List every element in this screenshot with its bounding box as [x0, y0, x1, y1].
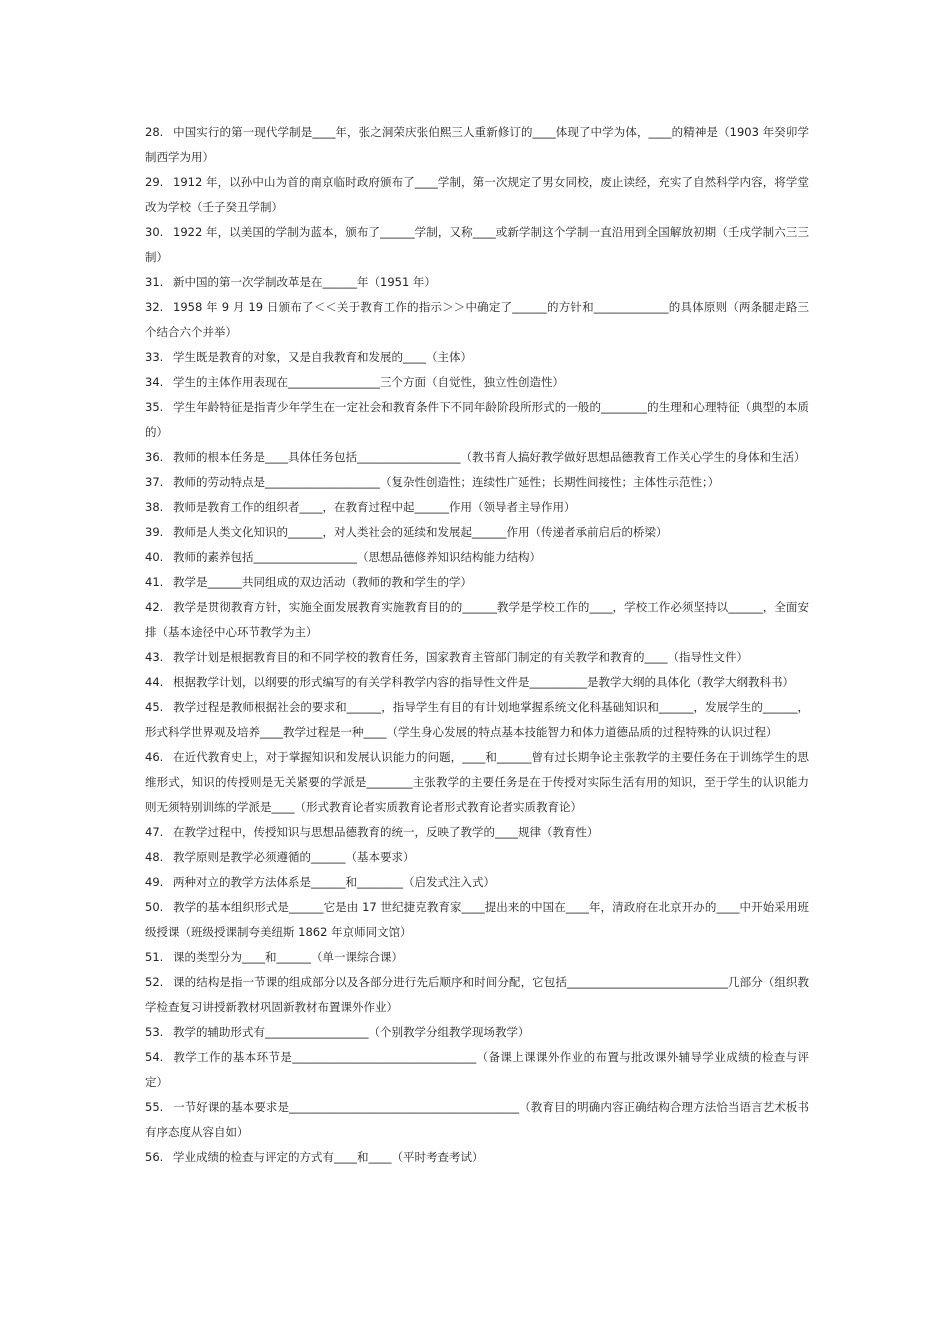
question-item	[145, 470, 809, 495]
question-item	[145, 170, 809, 220]
question-item	[145, 1145, 809, 1170]
question-number: 52.	[145, 975, 164, 989]
question-number: 49.	[145, 875, 164, 889]
question-text: 教师是人类文化知识的______，对人类社会的延续和发展起______作用（传递者承前启后的桥梁）	[173, 525, 668, 539]
question-text: 教学是______共同组成的双边活动（教师的教和学生的学）	[173, 575, 472, 589]
question-item	[145, 570, 809, 595]
question-text: 一节好课的基本要求是________________________________________（教育目的明确内容正确结构合理方法恰当语言艺术板书有序态度从容自如）	[145, 1100, 809, 1139]
question-text: 1922 年，以美国的学制为蓝本，颁布了______学制，又称____或新学制这个学制一直沿用到全国解放初期（壬戌学制六三三制）	[145, 225, 809, 264]
question-item	[145, 520, 809, 545]
question-item	[145, 845, 809, 870]
question-item	[145, 945, 809, 970]
question-number: 51.	[145, 950, 164, 964]
question-item	[145, 395, 809, 445]
question-number: 48.	[145, 850, 164, 864]
question-item	[145, 970, 809, 1020]
question-item	[145, 695, 809, 745]
question-item	[145, 445, 809, 470]
question-number: 34.	[145, 375, 164, 389]
question-text: 1912 年，以孙中山为首的南京临时政府颁布了____学制，第一次规定了男女同校，废止读经，充实了自然科学内容，将学堂改为学校（壬子癸丑学制）	[145, 175, 809, 214]
question-item	[145, 595, 809, 645]
question-number: 33.	[145, 350, 164, 364]
question-text: 教学计划是根据教育目的和不同学校的教育任务，国家教育主管部门制定的有关教学和教育的____（指导性文件）	[173, 650, 748, 664]
question-number: 28.	[145, 125, 164, 139]
question-text: 教学是贯彻教育方针，实施全面发展教育实施教育目的的______教学是学校工作的____，学校工作必须坚持以______，全面安排（基本途径中心环节教学为主）	[145, 600, 809, 639]
question-number: 39.	[145, 525, 164, 539]
question-item	[145, 895, 809, 945]
question-text: 教学工作的基本环节是________________________________（备课上课课外作业的布置与批改课外辅导学业成绩的检查与评定）	[145, 1050, 809, 1089]
question-text: 两种对立的教学方法体系是______和________（启发式注入式）	[173, 875, 495, 889]
question-number: 44.	[145, 675, 164, 689]
question-item	[145, 545, 809, 570]
question-text: 在教学过程中，传授知识与思想品德教育的统一，反映了教学的____规律（教育性）	[173, 825, 599, 839]
question-number: 37.	[145, 475, 164, 489]
question-number: 46.	[145, 750, 164, 764]
question-item	[145, 345, 809, 370]
question-text: 教师是教育工作的组织者____，在教育过程中起______作用（领导者主导作用）	[173, 500, 576, 514]
question-text: 新中国的第一次学制改革是在______年（1951 年）	[173, 275, 436, 289]
question-text: 1958 年 9 月 19 日颁布了＜＜关于教育工作的指示＞＞中确定了______的方针和_____________的具体原则（两条腿走路三个结合六个并举）	[145, 300, 809, 339]
question-item	[145, 295, 809, 345]
question-number: 35.	[145, 400, 164, 414]
question-number: 32.	[145, 300, 164, 314]
question-item	[145, 220, 809, 270]
question-text: 学生年龄特征是指青少年学生在一定社会和教育条件下不同年龄阶段所形式的一般的________的生理和心理特征（典型的本质的）	[145, 400, 809, 439]
question-item	[145, 645, 809, 670]
question-text: 课的结构是指一节课的组成部分以及各部分进行先后顺序和时间分配，它包括____________________________几部分（组织教学检查复习讲授新教材巩固新教材布置课外作业）	[145, 975, 809, 1014]
question-number: 29.	[145, 175, 164, 189]
question-item	[145, 495, 809, 520]
question-item	[145, 120, 809, 170]
question-text: 课的类型分为____和______（单一课综合课）	[173, 950, 403, 964]
question-number: 47.	[145, 825, 164, 839]
question-number: 40.	[145, 550, 164, 564]
question-text: 教学原则是教学必须遵循的______（基本要求）	[173, 850, 415, 864]
question-text: 教师的素养包括__________________（思想品德修养知识结构能力结构）	[173, 550, 541, 564]
question-number: 54.	[145, 1050, 164, 1064]
question-number: 42.	[145, 600, 164, 614]
question-item	[145, 820, 809, 845]
question-number: 30.	[145, 225, 164, 239]
question-item	[145, 670, 809, 695]
question-text: 在近代教育史上，对于掌握知识和发展认识能力的问题，____和______曾有过长期争论主张教学的主要任务在于训练学生的思维形式，知识的传授则是无关紧要的学派是________主张教学的主要任务是在于传授对实际生活有用的知识，至于学生的认识能力则无须特别训练的学派是____（形式教育论者实质教育论者形式教育论者实质教育论）	[145, 750, 809, 814]
question-number: 56.	[145, 1150, 164, 1164]
question-list	[145, 120, 809, 1170]
question-number: 53.	[145, 1025, 164, 1039]
question-item	[145, 270, 809, 295]
question-number: 31.	[145, 275, 164, 289]
question-item	[145, 1020, 809, 1045]
question-text: 教师的根本任务是____具体任务包括__________________（教书育人搞好教学做好思想品德教育工作关心学生的身体和生活）	[173, 450, 806, 464]
question-number: 38.	[145, 500, 164, 514]
question-text: 学生的主体作用表现在________________三个方面（自觉性，独立性创造性）	[173, 375, 564, 389]
question-item	[145, 370, 809, 395]
question-text: 学业成绩的检查与评定的方式有____和____（平时考查考试）	[173, 1150, 484, 1164]
question-number: 50.	[145, 900, 164, 914]
question-number: 36.	[145, 450, 164, 464]
question-text: 教师的劳动特点是____________________（复杂性创造性；连续性广延性；长期性间接性；主体性示范性；）	[173, 475, 720, 489]
question-item	[145, 745, 809, 820]
question-text: 教学的辅助形式有__________________（个别教学分组教学现场教学）	[173, 1025, 530, 1039]
question-text: 中国实行的第一现代学制是____年，张之洞荣庆张伯熙三人重新修订的____体现了中学为体，____的精神是（1903 年癸卯学制西学为用）	[145, 125, 809, 164]
question-text: 教学过程是教师根据社会的要求和______，指导学生有目的有计划地掌握系统文化科基础知识和______，发展学生的______，形式科学世界观及培养____教学过程是一种____（学生身心发展的特点基本技能智力和体力道德品质的过程特殊的认识过程）	[145, 700, 809, 739]
question-number: 55.	[145, 1100, 164, 1114]
question-number: 43.	[145, 650, 164, 664]
question-number: 41.	[145, 575, 164, 589]
question-item	[145, 870, 809, 895]
question-item	[145, 1045, 809, 1095]
question-text: 教学的基本组织形式是______它是由 17 世纪捷克教育家____提出来的中国在____年，清政府在北京开办的____中开始采用班级授课（班级授课制夸美纽斯 1862 年京师同文馆）	[145, 900, 809, 939]
question-text: 学生既是教育的对象，又是自我教育和发展的____（主体）	[173, 350, 472, 364]
question-item	[145, 1095, 809, 1145]
question-text: 根据教学计划，以纲要的形式编写的有关学科教学内容的指导性文件是__________是教学大纲的具体化（教学大纲教科书）	[173, 675, 794, 689]
question-number: 45.	[145, 700, 164, 714]
